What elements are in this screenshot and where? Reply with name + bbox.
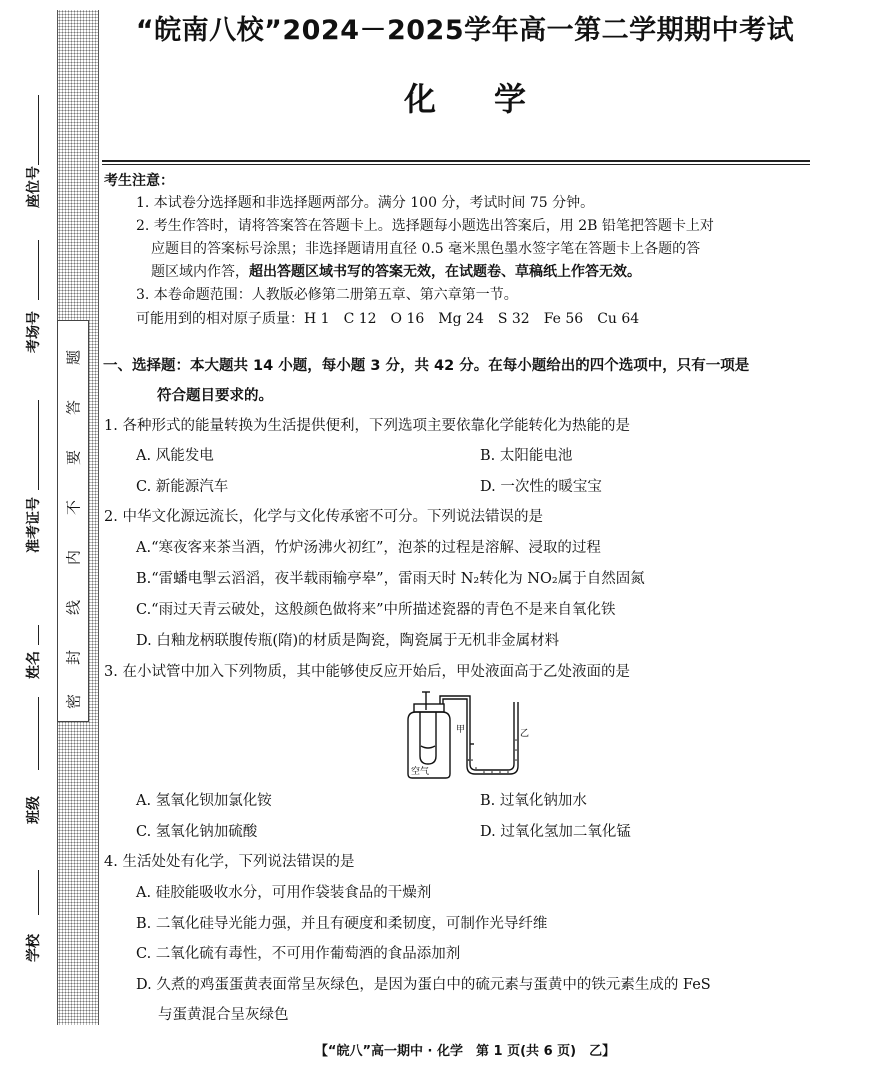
subject-title: 化学 (403, 80, 584, 118)
question-stem: 2. 中华文化源远流长，化学与文化传承密不可分。下列说法错误的是 (104, 509, 543, 525)
label-jia: 甲 (456, 725, 466, 735)
admission-number-label: 准考证号 (26, 497, 42, 553)
notice-line: 1. 本试卷分选择题和非选择题两部分。满分 100 分，考试时间 75 分钟。 (136, 195, 595, 211)
option: C. 氢氧化钠加硫酸 (136, 824, 258, 840)
u-tube-apparatus-diagram (398, 690, 528, 782)
option: B. 二氧化硅导光能力强，并且有硬度和柔韧度，可制作光导纤维 (136, 916, 548, 932)
question-stem: 4. 生活处处有化学，下列说法错误的是 (104, 854, 355, 870)
school-label: 学校 (26, 934, 42, 962)
section-heading-cont: 符合题目要求的。 (157, 388, 273, 404)
notice-bold-warning: 超出答题区域书写的答案无效，在试题卷、草稿纸上作答无效。 (249, 264, 641, 280)
seal-char: 不 (64, 500, 83, 516)
option: B. 过氧化钠加水 (480, 793, 587, 809)
seal-char: 题 (64, 350, 83, 366)
option: A. 氢氧化钡加氯化铵 (136, 793, 272, 809)
name-label: 姓名 (26, 651, 42, 679)
atomic-mass-line: 可能用到的相对原子质量：H 1 C 12 O 16 Mg 24 S 32 Fe 56 Cu 64 (136, 311, 640, 327)
seal-char: 密 (64, 694, 83, 710)
seat-number-label: 座位号 (26, 166, 42, 208)
option: D. 久煮的鸡蛋蛋黄表面常呈灰绿色，是因为蛋白中的硫元素与蛋黄中的铁元素生成的 FeS (136, 977, 711, 993)
notice-line: 题区域内作答，超出答题区域书写的答案无效，在试题卷、草稿纸上作答无效。 (151, 264, 641, 280)
question-stem: 1. 各种形式的能量转换为生活提供便利，下列选项主要依靠化学能转化为热能的是 (104, 418, 630, 434)
seal-char: 答 (64, 400, 83, 416)
option: C. 新能源汽车 (136, 479, 229, 495)
option: B. 太阳能电池 (480, 448, 573, 464)
question-stem: 3. 在小试管中加入下列物质，其中能够使反应开始后，甲处液面高于乙处液面的是 (104, 664, 630, 680)
header-rule-thin (102, 164, 810, 165)
exam-room-label: 考场号 (26, 311, 42, 353)
option: A. 硅胶能吸收水分，可用作袋装食品的干燥剂 (136, 885, 432, 901)
option: D. 白釉龙柄联腹传瓶(隋)的材质是陶瓷，陶瓷属于无机非金属材料 (136, 633, 560, 649)
seal-char: 要 (64, 450, 83, 466)
notice-title: 考生注意： (104, 173, 174, 189)
class-label: 班级 (26, 796, 42, 824)
seal-line-box (57, 320, 89, 722)
option: D. 一次性的暖宝宝 (480, 479, 602, 495)
seal-char: 线 (64, 600, 83, 616)
label-air: 空气 (411, 767, 430, 777)
option: B.“雷蟠电掣云滔滔，夜半载雨输亭皋”，雷雨天时 N₂转化为 NO₂属于自然固氮 (136, 571, 645, 587)
header-rule (102, 160, 810, 162)
option-continuation: 与蛋黄混合呈灰绿色 (158, 1007, 289, 1023)
option: A. 风能发电 (136, 448, 214, 464)
option: C. 二氧化硫有毒性，不可用作葡萄酒的食品添加剂 (136, 946, 461, 962)
notice-line: 应题目的答案标号涂黑；非选择题请用直径 0.5 毫米黑色墨水签字笔在答题卡上各题的答 (151, 241, 701, 257)
option: C.“雨过天青云破处，这般颜色做将来”中所描述瓷器的青色不是来自氧化铁 (136, 602, 616, 618)
exam-title: “皖南八校”2024－2025学年高一第二学期期中考试 (135, 15, 795, 46)
label-yi: 乙 (520, 729, 530, 739)
notice-line: 2. 考生作答时，请将答案答在答题卡上。选择题每小题选出答案后，用 2B 铅笔把答题卡上对 (136, 218, 714, 234)
section-heading: 一、选择题：本大题共 14 小题，每小题 3 分，共 42 分。在每小题给出的四个选项中，只有一项是 (103, 358, 750, 374)
option: D. 过氧化氢加二氧化锰 (480, 824, 631, 840)
option: A.“寒夜客来茶当酒，竹炉汤沸火初红”，泡茶的过程是溶解、浸取的过程 (136, 540, 601, 556)
notice-line: 3. 本卷命题范围：人教版必修第二册第五章、第六章第一节。 (136, 287, 518, 303)
seal-char: 封 (64, 650, 83, 666)
page-footer: 【“皖八”高一期中 · 化学 第 1 页(共 6 页) 乙】 (314, 1044, 616, 1059)
seal-char: 内 (64, 550, 83, 566)
